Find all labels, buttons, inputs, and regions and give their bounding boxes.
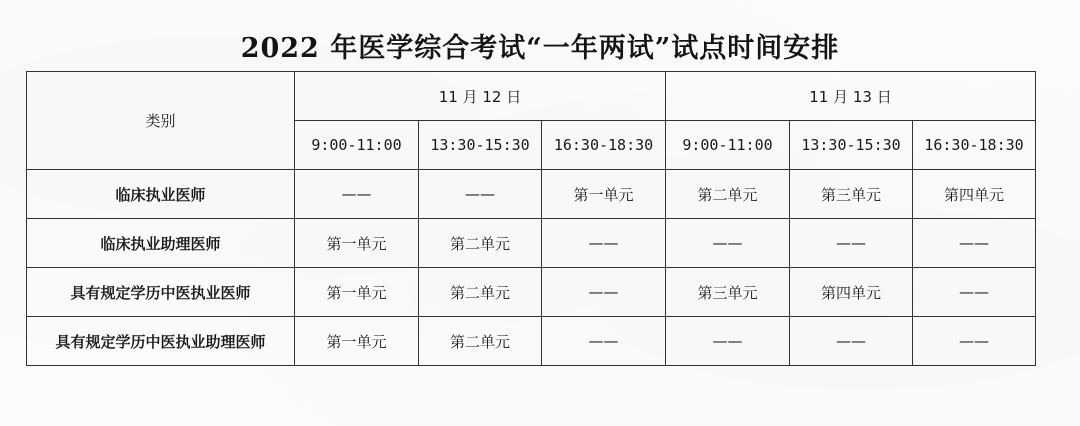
schedule-cell: —— [666,219,790,268]
category-label: 临床执业助理医师 [27,219,295,268]
schedule-cell: —— [419,170,542,219]
schedule-cell: 第三单元 [666,268,790,317]
schedule-cell: 第二单元 [419,268,542,317]
schedule-cell: —— [913,219,1036,268]
date-header-1: 11 月 12 日 [295,72,666,121]
table-row [27,268,1036,317]
exam-schedule-table [26,71,1036,366]
time-slot-header: 13:30-15:30 [790,121,913,170]
schedule-cell: —— [295,170,419,219]
page-title: 2022 年医学综合考试“一年两试”试点时间安排 [240,33,840,64]
schedule-cell: —— [666,317,790,366]
schedule-cell: 第一单元 [295,317,419,366]
table-row [27,219,1036,268]
schedule-cell: 第三单元 [790,170,913,219]
schedule-cell: 第二单元 [419,219,542,268]
date-header-row [27,72,1036,121]
schedule-cell: —— [913,317,1036,366]
schedule-cell: 第二单元 [419,317,542,366]
schedule-cell: 第四单元 [790,268,913,317]
schedule-cell: 第四单元 [913,170,1036,219]
schedule-cell: —— [542,219,666,268]
category-label: 具有规定学历中医执业医师 [27,268,295,317]
time-slot-header: 13:30-15:30 [419,121,542,170]
time-slot-header: 9:00-11:00 [295,121,419,170]
category-label: 具有规定学历中医执业助理医师 [27,317,295,366]
category-header: 类别 [27,72,295,170]
schedule-cell: —— [790,219,913,268]
schedule-cell: 第一单元 [295,219,419,268]
table-row [27,317,1036,366]
schedule-cell: —— [542,268,666,317]
schedule-cell: 第二单元 [666,170,790,219]
schedule-cell: —— [913,268,1036,317]
schedule-cell: 第一单元 [542,170,666,219]
schedule-cell: 第一单元 [295,268,419,317]
schedule-cell: —— [790,317,913,366]
time-slot-header: 9:00-11:00 [666,121,790,170]
date-header-2: 11 月 13 日 [666,72,1036,121]
time-slot-header: 16:30-18:30 [542,121,666,170]
schedule-cell: —— [542,317,666,366]
category-label: 临床执业医师 [27,170,295,219]
table-row [27,170,1036,219]
time-slot-header: 16:30-18:30 [913,121,1036,170]
